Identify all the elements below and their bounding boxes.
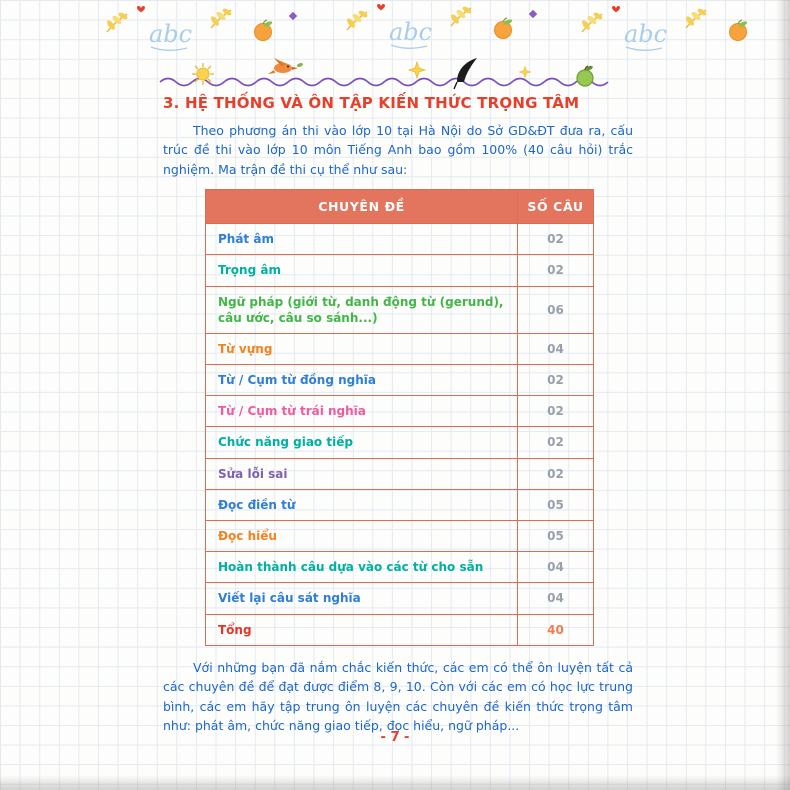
- doodle-cluster: [106, 6, 298, 50]
- count-cell: 02: [518, 365, 594, 396]
- leaf-sprig-icon: [581, 11, 604, 32]
- apple-icon: [577, 65, 593, 86]
- count-cell: 02: [518, 427, 594, 458]
- table-row: [206, 458, 594, 489]
- table-row: [206, 427, 594, 458]
- count-cell: 04: [518, 552, 594, 583]
- topic-cell: Trọng âm: [206, 255, 518, 286]
- leaf-sprig-icon: [450, 5, 473, 26]
- topic-cell: Từ / Cụm từ trái nghĩa: [206, 396, 518, 427]
- topic-cell: Sửa lỗi sai: [206, 458, 518, 489]
- sparkle-icon: [409, 62, 425, 78]
- diamond-icon: [289, 12, 297, 20]
- count-cell: 40: [518, 614, 594, 645]
- table-row: [206, 521, 594, 552]
- count-cell: 02: [518, 255, 594, 286]
- count-cell: 05: [518, 521, 594, 552]
- leaf-sprig-icon: [346, 9, 369, 30]
- squiggle-line: [160, 79, 608, 86]
- table-row: [206, 614, 594, 645]
- summary-paragraph: Với những bạn đã nắm chắc kiến thức, các em có thể ôn luyện tất cả các chuyên đề để đạt được điểm 8, 9, 10. Còn với các em có học lực trung bình, các em hãy tập trung ôn luyện các chuyên đề kiến thức trọng tâm như: phát âm, chức năng giao tiếp, đọc hiểu, ngữ pháp...: [163, 659, 633, 733]
- decorative-divider: [155, 58, 645, 96]
- table-row: [206, 489, 594, 520]
- topic-cell: Từ / Cụm từ đồng nghĩa: [206, 365, 518, 396]
- decorative-header: [0, 0, 790, 58]
- doodle-cluster: [346, 4, 538, 48]
- section-heading: 3. HỆ THỐNG VÀ ÔN TẬP KIẾN THỨC TRỌNG TÂM: [163, 94, 580, 112]
- heart-icon: [612, 6, 620, 12]
- diamond-icon: [529, 10, 537, 18]
- table-row: [206, 255, 594, 286]
- page-edge-right: [776, 0, 790, 790]
- exam-matrix-table: [205, 189, 594, 646]
- sun-icon: [192, 63, 214, 85]
- bird-icon: [268, 58, 304, 74]
- count-cell: 05: [518, 489, 594, 520]
- abc-doodle-text: abc: [389, 18, 433, 46]
- intro-paragraph: Theo phương án thi vào lớp 10 tại Hà Nội do Sở GD&ĐT đưa ra, cấu trúc đề thi vào lớp 10 môn Tiếng Anh bao gồm 100% (40 câu hỏi) trắc nghiệm. Ma trận đề thi cụ thể như sau:: [163, 123, 633, 177]
- table-row: [206, 396, 594, 427]
- topic-cell: Ngữ pháp (giới từ, danh động từ (gerund), câu ước, câu so sánh...): [206, 286, 518, 333]
- doodle-cluster: [581, 6, 748, 50]
- heart-icon: [377, 4, 385, 10]
- topic-cell: Viết lại câu sát nghĩa: [206, 583, 518, 614]
- column-header-topic: CHUYÊN ĐỀ: [206, 190, 518, 224]
- table-header-row: [206, 190, 594, 224]
- orange-fruit-icon: [730, 20, 748, 41]
- table-row: [206, 583, 594, 614]
- count-cell: 02: [518, 224, 594, 255]
- leaf-sprig-icon: [210, 7, 233, 28]
- table-row: [206, 286, 594, 333]
- count-cell: 04: [518, 333, 594, 364]
- abc-doodle-text: abc: [149, 20, 193, 48]
- page-content: [163, 94, 633, 735]
- table-row: [206, 552, 594, 583]
- table-row: [206, 365, 594, 396]
- abc-doodle-text: abc: [624, 20, 668, 48]
- heart-icon: [137, 6, 145, 12]
- page-edge-bottom: [0, 775, 790, 790]
- column-header-count: SỐ CÂU: [518, 190, 594, 224]
- feather-icon: [454, 58, 477, 89]
- orange-fruit-icon: [495, 18, 513, 39]
- sparkle-icon: [519, 66, 530, 77]
- table-row: [206, 333, 594, 364]
- topic-cell: Phát âm: [206, 224, 518, 255]
- leaf-sprig-icon: [106, 11, 129, 32]
- topic-cell: Tổng: [206, 614, 518, 645]
- topic-cell: Từ vựng: [206, 333, 518, 364]
- page-number: - 7 -: [380, 730, 410, 745]
- topic-cell: Đọc điền từ: [206, 489, 518, 520]
- matrix-table-body: [206, 224, 594, 646]
- count-cell: 04: [518, 583, 594, 614]
- topic-cell: Đọc hiểu: [206, 521, 518, 552]
- count-cell: 02: [518, 396, 594, 427]
- topic-cell: Hoàn thành câu dựa vào các từ cho sẵn: [206, 552, 518, 583]
- count-cell: 02: [518, 458, 594, 489]
- count-cell: 06: [518, 286, 594, 333]
- topic-cell: Chức năng giao tiếp: [206, 427, 518, 458]
- table-row: [206, 224, 594, 255]
- orange-fruit-icon: [255, 20, 273, 41]
- leaf-sprig-icon: [685, 7, 708, 28]
